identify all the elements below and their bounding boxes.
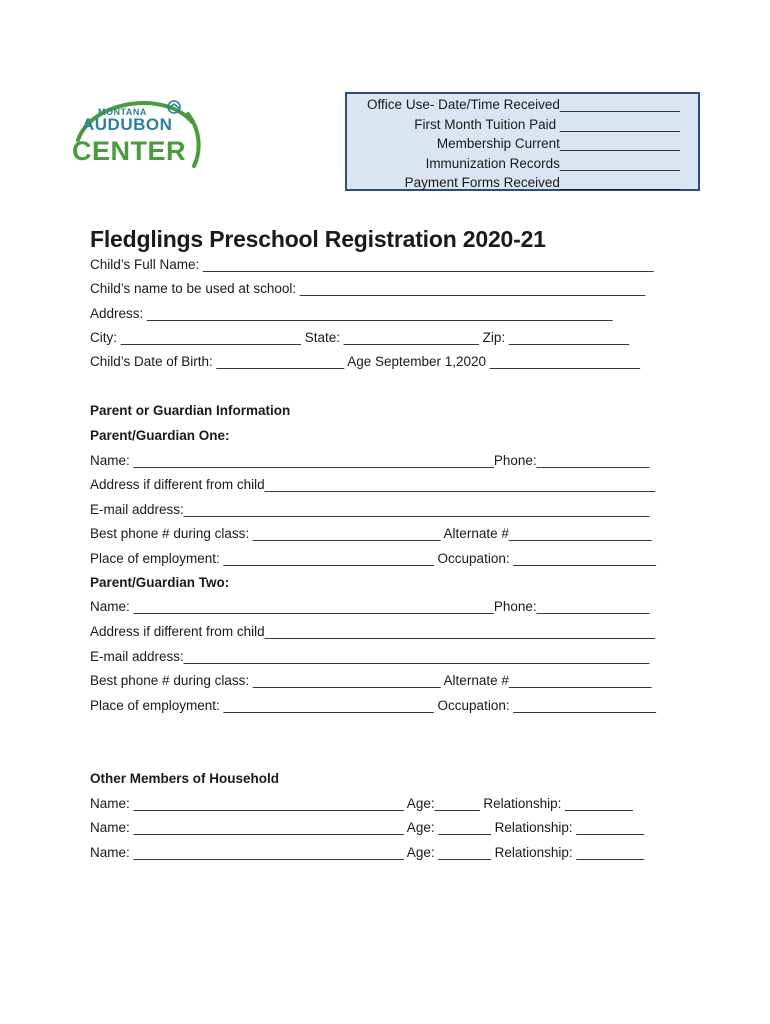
child-full-name-field[interactable]: Child’s Full Name: ____________________________________________________________ (90, 257, 654, 272)
household-heading: Other Members of Household (90, 771, 280, 786)
office-membership-field[interactable]: Membership Current________________ (436, 136, 680, 151)
household-member-row[interactable]: Name: ____________________________________ Age: _______ Relationship: _________ (90, 820, 645, 835)
office-payment-forms-field[interactable]: Payment Forms Received________________ (404, 175, 680, 190)
guardian-two-name-phone-field[interactable]: Name: ________________________________________________Phone:_______________ (90, 599, 650, 614)
guardian-one-email-field[interactable]: E-mail address:______________________________________________________________ (90, 502, 650, 517)
guardian-two-employment-field[interactable]: Place of employment: ____________________________ Occupation: ___________________ (90, 698, 656, 713)
guardian-one-phones-field[interactable]: Best phone # during class: _________________________ Alternate #___________________ (90, 526, 652, 541)
guardian-one-employment-field[interactable]: Place of employment: ____________________________ Occupation: ___________________ (90, 551, 656, 566)
guardian-one-heading: Parent/Guardian One: (90, 428, 230, 443)
child-address-field[interactable]: Address: ______________________________________________________________ (90, 306, 613, 321)
page-title: Fledglings Preschool Registration 2020-21 (90, 226, 546, 252)
child-city-state-zip-field[interactable]: City: ________________________ State: __________________ Zip: ________________ (90, 330, 629, 345)
office-use-box (345, 92, 700, 191)
logo-text-montana: MONTANA (98, 107, 147, 117)
guardian-one-address-field[interactable]: Address if different from child____________________________________________________ (90, 477, 655, 492)
child-dob-age-field[interactable]: Child’s Date of Birth: _________________ Age September 1,2020 ____________________ (90, 354, 640, 369)
office-immunization-field[interactable]: Immunization Records________________ (425, 155, 680, 171)
guardian-two-address-field[interactable]: Address if different from child____________________________________________________ (90, 624, 655, 639)
guardian-two-phones-field[interactable]: Best phone # during class: _________________________ Alternate #___________________ (90, 673, 652, 688)
logo-text-audubon: AUDUBON (82, 115, 173, 134)
montana-audubon-logo (70, 92, 205, 172)
bird-icon (165, 100, 183, 114)
household-member-row[interactable]: Name: ____________________________________ Age: _______ Relationship: _________ (90, 845, 645, 860)
parent-section-heading: Parent or Guardian Information (90, 403, 291, 418)
child-school-name-field[interactable]: Child’s name to be used at school: ______________________________________________ (90, 281, 646, 296)
office-date-received-field[interactable]: Office Use- Date/Time Received________________ (367, 97, 680, 112)
household-member-row[interactable]: Name: ____________________________________ Age:______ Relationship: _________ (90, 796, 633, 811)
office-tuition-paid-field[interactable]: First Month Tuition Paid ________________ (414, 116, 680, 132)
guardian-two-heading: Parent/Guardian Two: (90, 575, 230, 590)
logo-text-center: CENTER (72, 136, 187, 166)
guardian-one-name-phone-field[interactable]: Name: ________________________________________________Phone:_______________ (90, 453, 650, 468)
guardian-two-email-field[interactable]: E-mail address:______________________________________________________________ (90, 649, 650, 664)
